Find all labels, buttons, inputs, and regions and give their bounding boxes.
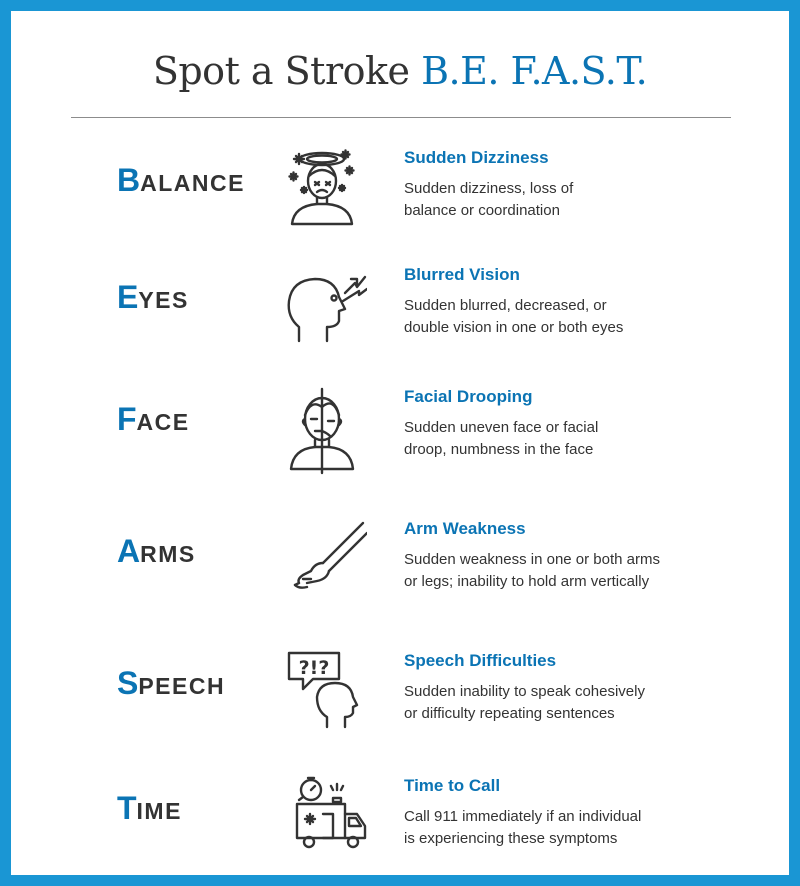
row-face [11, 387, 789, 497]
ambulance-stopwatch-icon [277, 776, 367, 864]
heading-face: Facial Drooping [404, 387, 533, 406]
heading-arms: Arm Weakness [404, 519, 526, 538]
heading-balance: Sudden Dizziness [404, 148, 549, 167]
title-accent: B.E. F.A.S.T. [421, 49, 648, 93]
title-main: Spot a Stroke [152, 49, 410, 93]
drooping-face-icon [277, 387, 367, 475]
description-eyes: Sudden blurred, decreased, or double vision in one or both eyes [404, 297, 624, 336]
keyword-eyes: EYES [117, 279, 189, 315]
head-vision-icon [277, 265, 367, 353]
row-eyes [11, 265, 789, 375]
page-title [11, 49, 789, 93]
title-divider [71, 117, 731, 118]
description-time: Call 911 immediately if an individual is experiencing these symptoms [404, 808, 642, 847]
description-speech: Sudden inability to speak cohesively or difficulty repeating sentences [404, 683, 645, 722]
speech-bubble-icon [277, 651, 367, 739]
keyword-face: FACE [117, 401, 190, 437]
description-face: Sudden uneven face or facial droop, numbness in the face [404, 419, 599, 458]
keyword-time: TIME [117, 790, 182, 826]
row-arms [11, 519, 789, 629]
row-speech [11, 651, 789, 761]
heading-eyes: Blurred Vision [404, 265, 520, 284]
keyword-speech: SPEECH [117, 665, 226, 701]
dizzy-person-icon [277, 148, 367, 236]
arm-icon [277, 519, 367, 607]
description-balance: Sudden dizziness, loss of balance or coordination [404, 180, 574, 219]
speech-bubble-text: ?!? [298, 657, 330, 679]
keyword-arms: ARMS [117, 533, 196, 569]
row-time [11, 776, 789, 886]
keyword-balance: BALANCE [117, 162, 245, 198]
heading-speech: Speech Difficulties [404, 651, 557, 670]
heading-time: Time to Call [404, 776, 501, 795]
row-balance [11, 148, 789, 258]
description-arms: Sudden weakness in one or both arms or legs; inability to hold arm vertically [404, 551, 660, 590]
